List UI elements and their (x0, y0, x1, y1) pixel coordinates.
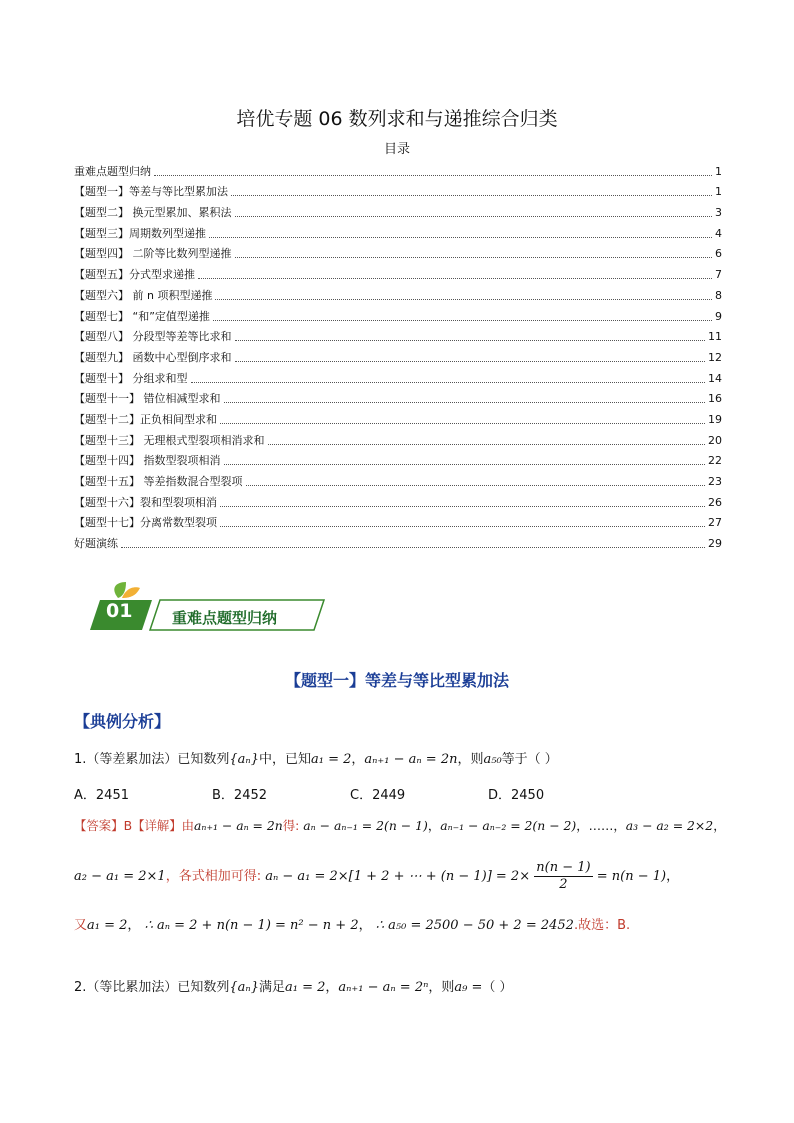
toc-entry-label: 【题型四】 二阶等比数列型递推 (74, 247, 232, 261)
toc-leader-dots (268, 444, 706, 445)
table-of-contents (74, 158, 722, 551)
question-2-stem: 2.（等比累加法）已知数列{aₙ}满足a₁ = 2，aₙ₊₁ − aₙ = 2ⁿ，则a₉ =（ ） (74, 980, 513, 995)
toc-entry-page: 4 (715, 226, 722, 240)
toc-entry-page: 11 (708, 330, 722, 344)
toc-entry-label: 【题型十四】 指数型裂项相消 (74, 454, 221, 468)
toc-entry-page: 26 (708, 495, 722, 509)
choice-c: C．2449 (350, 788, 406, 803)
toc-entry-label: 【题型八】 分段型等差等比求和 (74, 330, 232, 344)
toc-leader-dots (246, 485, 706, 486)
toc-entry-page: 16 (708, 392, 722, 406)
page-title: 培优专题 06 数列求和与递推综合归类 (236, 108, 558, 130)
toc-leader-dots (213, 320, 712, 321)
toc-leader-dots (220, 423, 705, 424)
toc-entry-page: 1 (715, 164, 722, 178)
toc-entry-page: 6 (715, 247, 722, 261)
toc-leader-dots (220, 506, 705, 507)
toc-leader-dots (224, 464, 706, 465)
toc-entry-label: 【题型七】 “和”定值型递推 (74, 309, 210, 323)
question-1-stem: 1.（等差累加法）已知数列{aₙ}中，已知a₁ = 2，aₙ₊₁ − aₙ = 2n，则a₅₀等于（ ） (74, 752, 558, 767)
toc-leader-dots (235, 361, 706, 362)
toc-entry[interactable] (74, 448, 722, 469)
toc-entry-page: 1 (715, 185, 722, 199)
choice-a: A．2451 (74, 788, 129, 803)
toc-entry-label: 【题型十】 分组求和型 (74, 371, 188, 385)
banner-text: 重难点题型归纳 (172, 609, 278, 627)
toc-entry[interactable] (74, 344, 722, 365)
toc-entry[interactable] (74, 220, 722, 241)
toc-entry[interactable] (74, 406, 722, 427)
choice-b: B．2452 (212, 788, 268, 803)
toc-entry[interactable] (74, 158, 722, 179)
toc-entry-page: 8 (715, 288, 722, 302)
toc-entry-label: 【题型十一】 错位相减型求和 (74, 392, 221, 406)
toc-entry[interactable] (74, 530, 722, 551)
toc-entry-page: 7 (715, 268, 722, 282)
toc-leader-dots (231, 195, 712, 196)
toc-entry[interactable] (74, 261, 722, 282)
toc-leader-dots (235, 340, 706, 341)
toc-entry[interactable] (74, 510, 722, 531)
sub-heading: 【典例分析】 (74, 712, 171, 731)
choice-d: D．2450 (488, 788, 545, 803)
toc-entry-label: 好题演练 (74, 537, 118, 551)
toc-leader-dots (198, 278, 712, 279)
toc-entry-label: 【题型六】 前 n 项积型递推 (74, 288, 213, 302)
toc-entry[interactable] (74, 365, 722, 386)
toc-entry-page: 20 (708, 433, 722, 447)
toc-entry-label: 重难点题型归纳 (74, 164, 151, 178)
toc-entry[interactable] (74, 324, 722, 345)
toc-leader-dots (235, 216, 713, 217)
toc-leader-dots (215, 299, 712, 300)
toc-entry-page: 12 (708, 350, 722, 364)
toc-entry-label: 【题型三】周期数列型递推 (74, 226, 206, 240)
fraction: $\frac{n(n - 1)}{2}$ (536, 860, 591, 892)
toc-entry[interactable] (74, 199, 722, 220)
toc-entry-page: 9 (715, 309, 722, 323)
answer-line-1: 【答案】B【详解】由aₙ₊₁ − aₙ = 2n得: aₙ − aₙ₋₁ = 2(n − 1)，aₙ₋₁ − aₙ₋₂ = 2(n − 2)，……，a₃ − a₂ = 2×2， (74, 818, 726, 833)
toc-entry-page: 23 (708, 475, 722, 488)
toc-entry[interactable] (74, 386, 722, 407)
toc-entry-page: 29 (708, 537, 722, 551)
toc-entry-page: 19 (708, 412, 722, 426)
toc-entry-page: 22 (708, 454, 722, 468)
answer-line-2: a₂ − a₁ = 2×1，各式相加可得: aₙ − a₁ = 2×[1 + 2 + ⋯ + (n − 1)] = 2× $\frac{n(n - 1)}{2}$ = n(n − 1)， (74, 860, 680, 892)
toc-entry-label: 【题型十六】裂和型裂项相消 (74, 495, 217, 509)
toc-entry[interactable] (74, 468, 722, 489)
toc-leader-dots (209, 237, 712, 238)
toc-entry-page: 3 (715, 206, 722, 220)
toc-entry[interactable] (74, 282, 722, 303)
answer-letter: B (123, 818, 133, 833)
leaf-icon (114, 582, 140, 598)
toc-entry-page: 14 (708, 371, 722, 385)
answer-label: 【答案】 (74, 818, 124, 833)
toc-entry-label: 【题型十七】分离常数型裂项 (74, 516, 217, 530)
toc-entry-label: 【题型五】分式型求递推 (74, 268, 195, 282)
sequence-symbol: {aₙ} (229, 752, 259, 767)
toc-entry-label: 【题型二】 换元型累加、累积法 (74, 206, 232, 220)
banner-number: 01 (106, 600, 133, 622)
toc-entry-label: 【题型九】 函数中心型倒序求和 (74, 350, 232, 364)
toc-leader-dots (224, 402, 706, 403)
toc-leader-dots (235, 257, 713, 258)
toc-entry-label: 【题型十三】 无理根式型裂项相消求和 (74, 433, 265, 447)
toc-entry-page: 27 (708, 516, 722, 530)
detail-label: 【详解】 (132, 818, 182, 833)
toc-entry-label: 【题型十五】 等差指数混合型裂项 (74, 475, 243, 488)
toc-leader-dots (191, 382, 706, 383)
toc-entry-label: 【题型十二】正负相间型求和 (74, 412, 217, 426)
toc-entry[interactable] (74, 179, 722, 200)
toc-entry-label: 【题型一】等差与等比型累加法 (74, 185, 228, 199)
toc-entry[interactable] (74, 241, 722, 262)
toc-leader-dots (154, 175, 712, 176)
toc-entry[interactable] (74, 303, 722, 324)
toc-heading: 目录 (383, 142, 410, 157)
toc-leader-dots (121, 547, 705, 548)
toc-entry[interactable] (74, 427, 722, 448)
toc-entry[interactable] (74, 489, 722, 510)
sequence-symbol: {aₙ} (229, 980, 259, 995)
section-title: 【题型一】等差与等比型累加法 (284, 671, 509, 690)
toc-leader-dots (220, 526, 705, 527)
answer-line-3: 又a₁ = 2， ∴ aₙ = 2 + n(n − 1) = n² − n + 2， ∴ a₅₀ = 2500 − 50 + 2 = 2452.故选：B. (74, 918, 631, 933)
